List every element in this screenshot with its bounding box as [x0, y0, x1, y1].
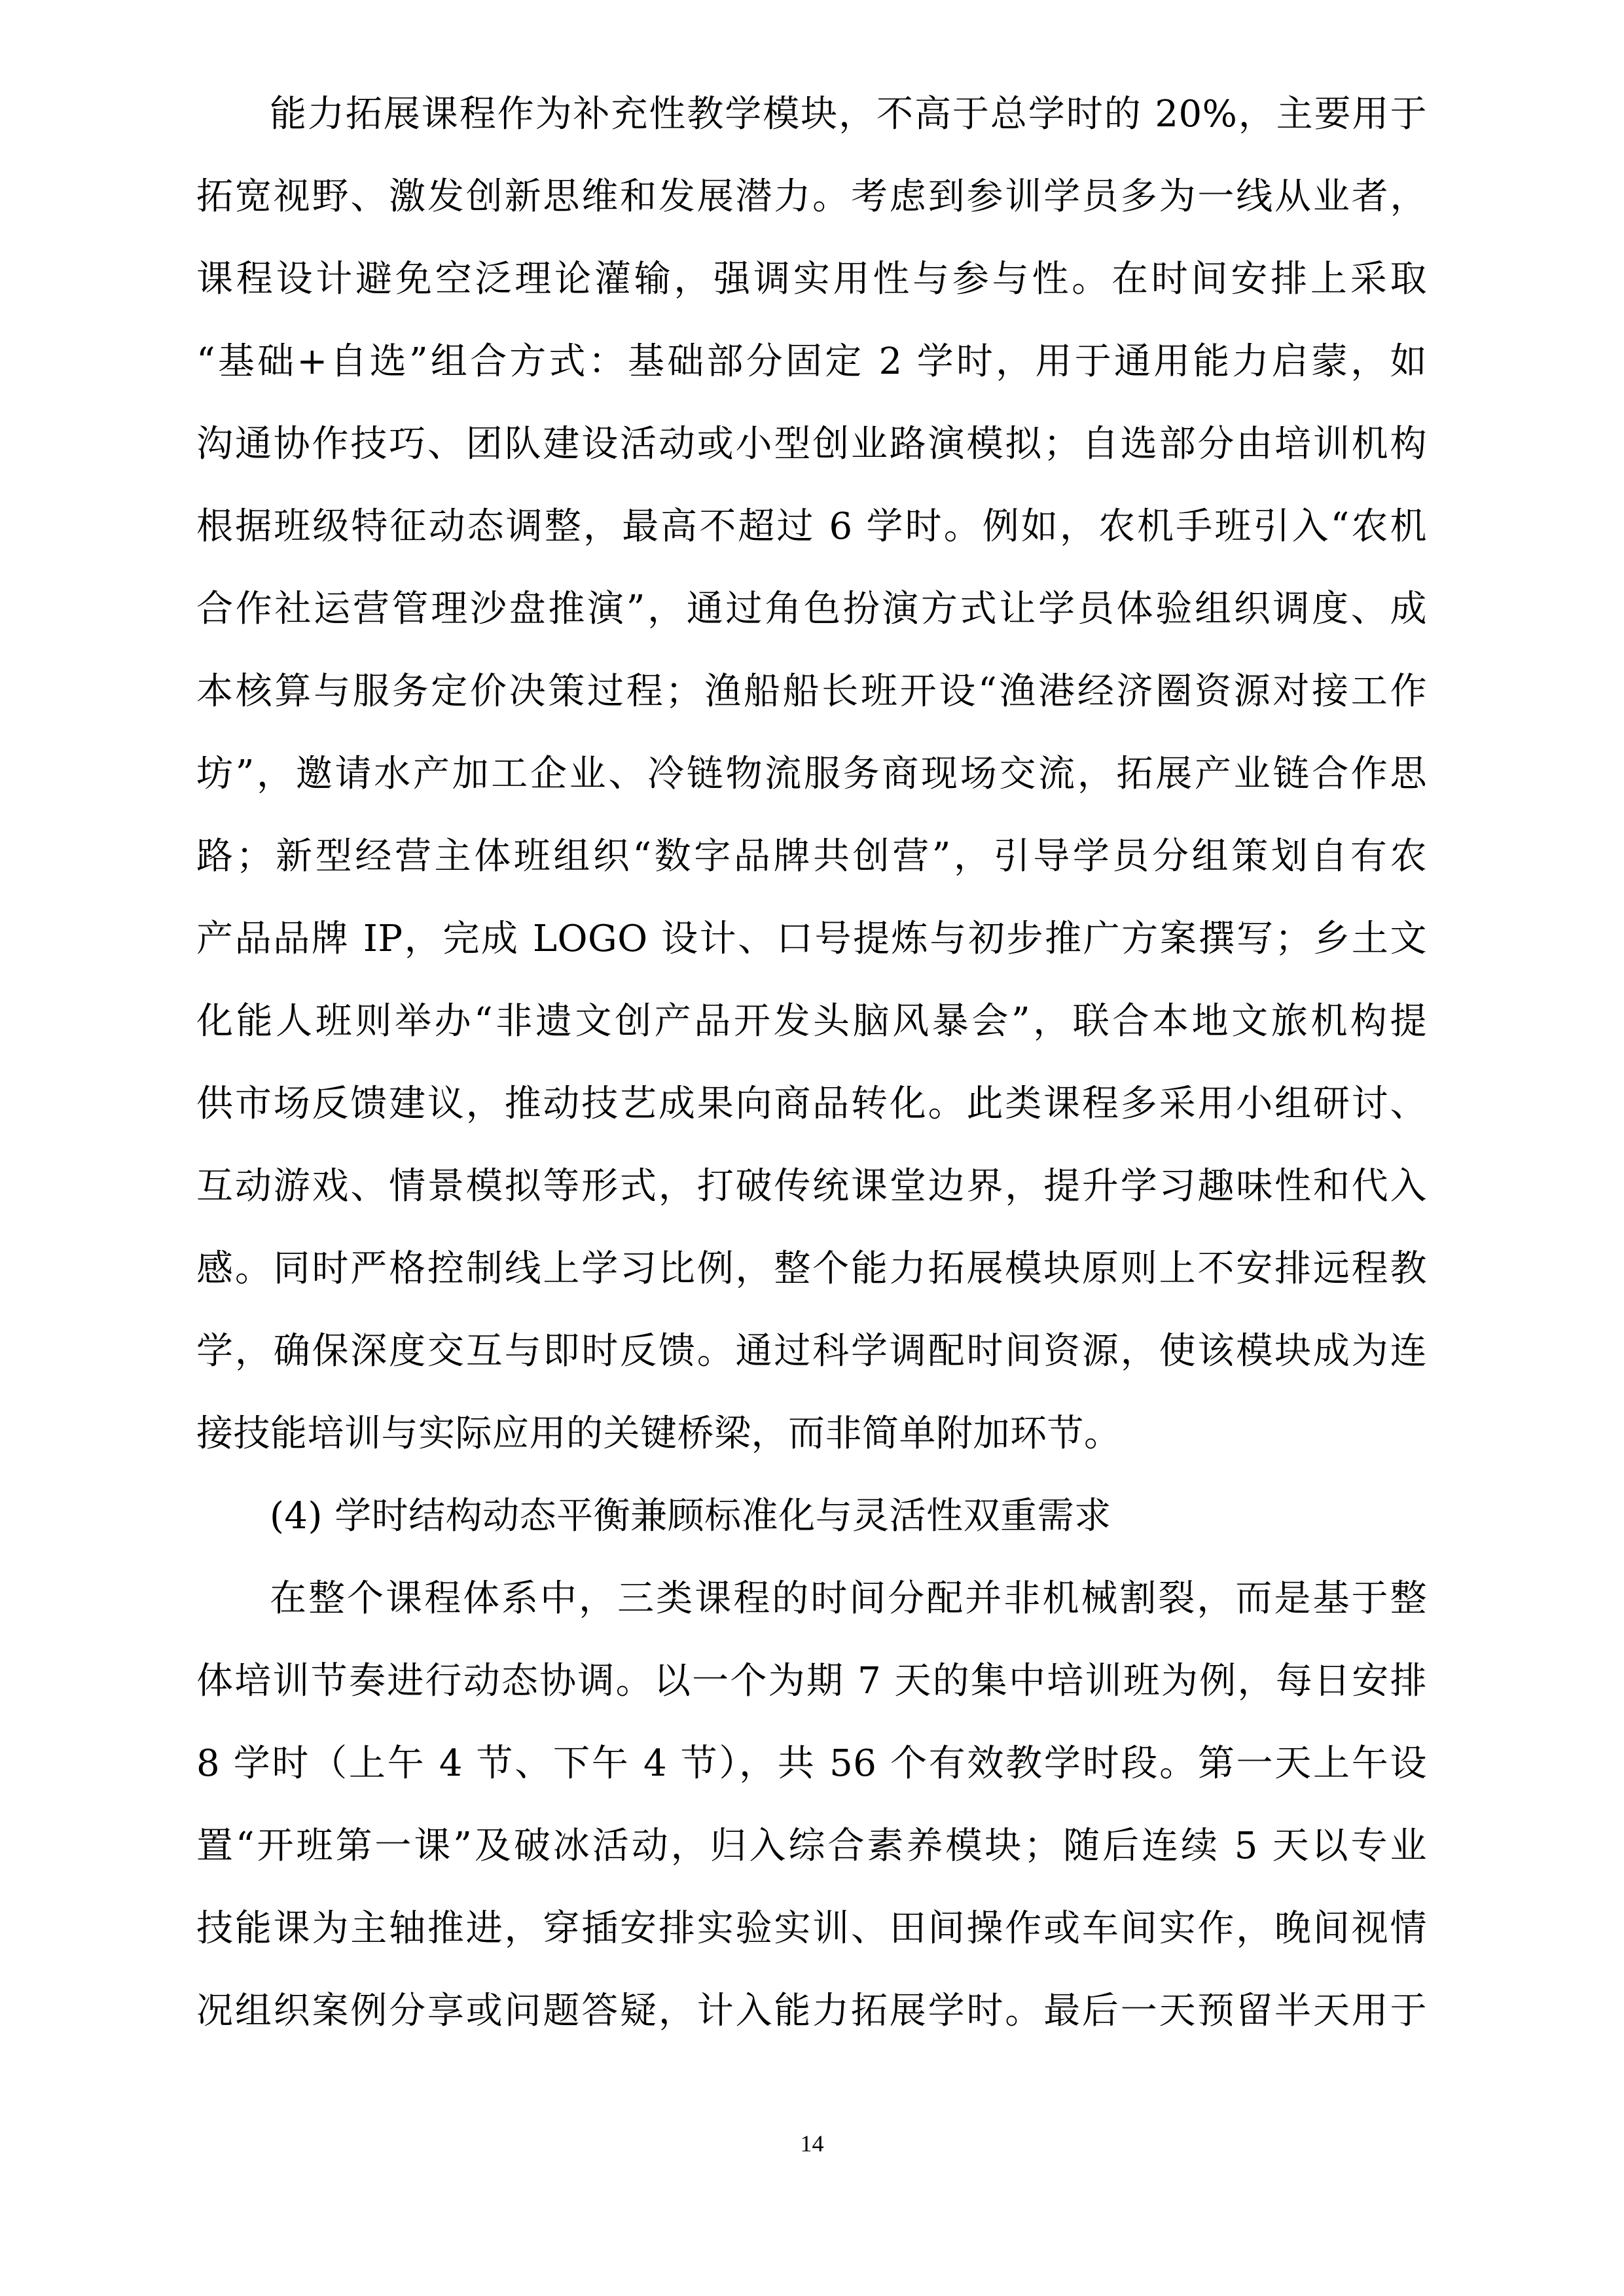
paragraph-2-line-5: 技能课为主轴推进，穿插安排实验实训、田间操作或车间实作，晚间视情: [196, 1907, 1427, 1950]
paragraph-1-line-5: 沟通协作技巧、团队建设活动或小型创业路演模拟；自选部分由培训机构: [196, 423, 1427, 465]
paragraph-1-line-13: 供市场反馈建议，推动技艺成果向商品转化。此类课程多采用小组研讨、: [196, 1083, 1427, 1125]
paragraph-1-line-17: 接技能培训与实际应用的关键桥梁，而非简单附加环节。: [196, 1412, 1121, 1455]
paragraph-1-line-9: 坊”，邀请水产加工企业、冷链物流服务商现场交流，拓展产业链合作思: [196, 753, 1427, 795]
paragraph-1-line-2: 拓宽视野、激发创新思维和发展潜力。考虑到参训学员多为一线从业者，: [196, 175, 1427, 218]
paragraph-1-line-12: 化能人班则举办“非遗文创产品开发头脑风暴会”，联合本地文旅机构提: [196, 1000, 1427, 1043]
paragraph-2-line-1: 在整个课程体系中，三类课程的时间分配并非机械割裂，而是基于整: [270, 1577, 1427, 1620]
paragraph-1-line-14: 互动游戏、情景模拟等形式，打破传统课堂边界，提升学习趣味性和代入: [196, 1165, 1427, 1208]
paragraph-1-line-6: 根据班级特征动态调整，最高不超过 6 学时。例如，农机手班引入“农机: [196, 505, 1427, 548]
paragraph-1-line-11: 产品品牌 IP，完成 LOGO 设计、口号提炼与初步推广方案撰写；乡土文: [196, 918, 1427, 960]
paragraph-1-line-8: 本核算与服务定价决策过程；渔船船长班开设“渔港经济圈资源对接工作: [196, 670, 1427, 713]
paragraph-1-line-1: 能力拓展课程作为补充性教学模块，不高于总学时的 20%，主要用于: [270, 93, 1427, 135]
paragraph-1-line-10: 路；新型经营主体班组织“数字品牌共创营”，引导学员分组策划自有农: [196, 835, 1427, 878]
paragraph-2-line-6: 况组织案例分享或问题答疑，计入能力拓展学时。最后一天预留半天用于: [196, 1990, 1427, 2032]
paragraph-2-line-4: 置“开班第一课”及破冰活动，归入综合素养模块；随后连续 5 天以专业: [196, 1825, 1427, 1867]
paragraph-1-line-7: 合作社运营管理沙盘推演”，通过角色扮演方式让学员体验组织调度、成: [196, 588, 1427, 630]
paragraph-1-line-3: 课程设计避免空泛理论灌输，强调实用性与参与性。在时间安排上采取: [196, 258, 1427, 300]
paragraph-1-line-4: “基础+自选”组合方式：基础部分固定 2 学时，用于通用能力启蒙，如: [196, 340, 1427, 383]
page-number: 14: [800, 2130, 824, 2157]
paragraph-1-line-16: 学，确保深度交互与即时反馈。通过科学调配时间资源，使该模块成为连: [196, 1330, 1427, 1372]
paragraph-1-line-15: 感。同时严格控制线上学习比例，整个能力拓展模块原则上不安排远程教: [196, 1247, 1427, 1290]
section-heading: (4) 学时结构动态平衡兼顾标准化与灵活性双重需求: [270, 1495, 1111, 1537]
paragraph-2-line-3: 8 学时（上午 4 节、下午 4 节），共 56 个有效教学时段。第一天上午设: [196, 1742, 1427, 1785]
paragraph-2-line-2: 体培训节奏进行动态协调。以一个为期 7 天的集中培训班为例，每日安排: [196, 1660, 1427, 1702]
